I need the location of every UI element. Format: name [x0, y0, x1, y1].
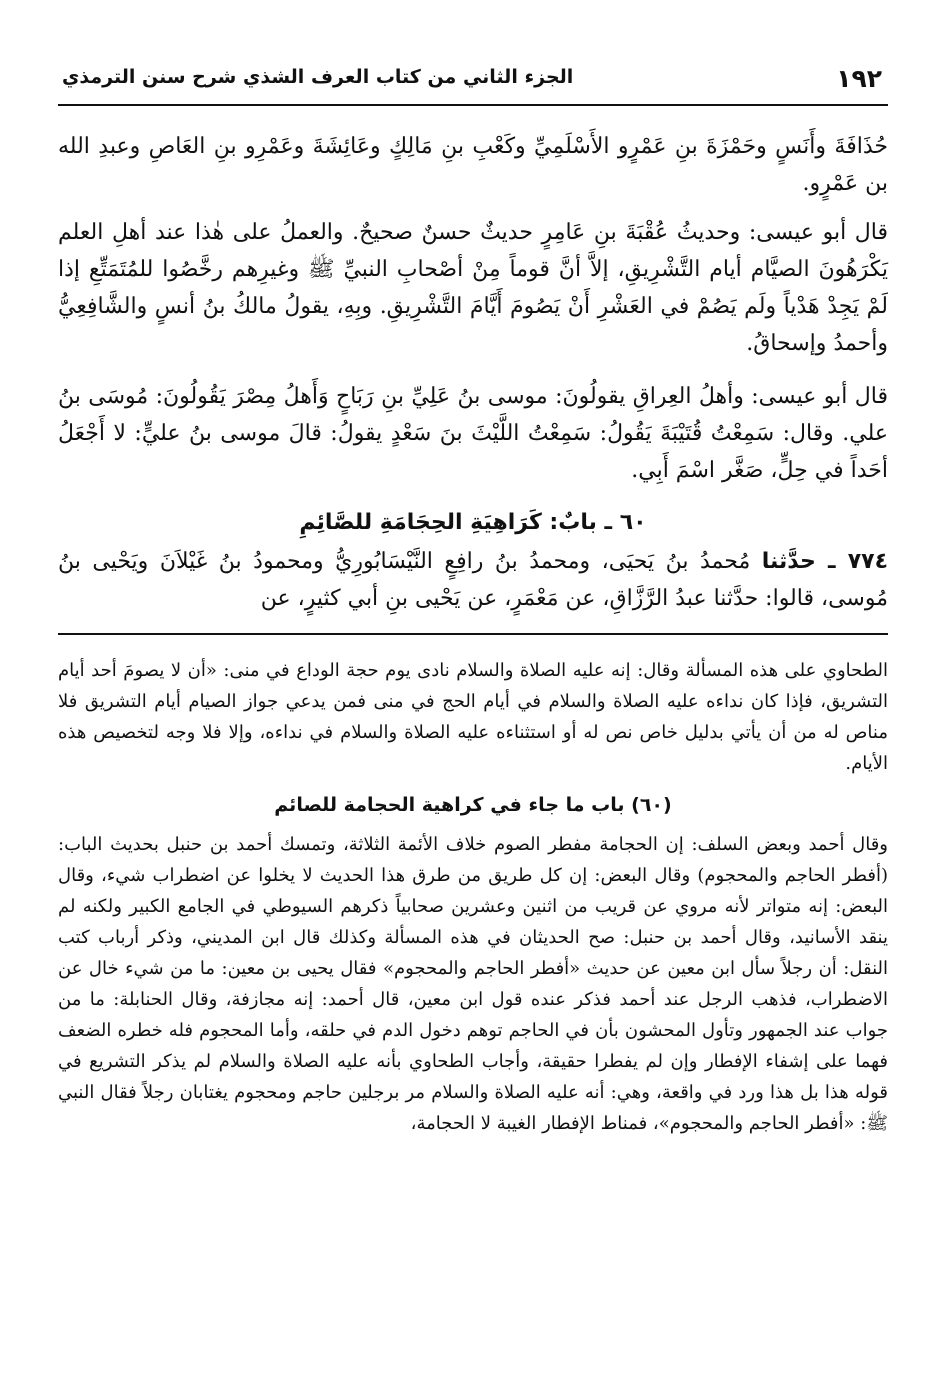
commentary-intro: الطحاوي على هذه المسألة وقال: إنه عليه الصلاة والسلام نادى يوم حجة الوداع في منى: «أن لا يصومَ أحد أيام التشريق، فإذا كان نداءه عليه الصلاة والسلام في أيام الحج في منى فمن يدعي جواز الصيام أيام التشريق فلا مناص له من أن يأتي بدليل خاص نص له أو استثناءه عليه الصلاة والسلام في نداءه، وإلا فلا وجه لتخصيص هذه الأيام. — [58, 660, 888, 774]
page-number: ١٩٢ — [836, 64, 882, 93]
matn-paragraph-3: قال أبو عيسى: وأهلُ العِراقِ يقولُونَ: موسى بنُ عَلِيِّ بنِ رَبَاحٍ وَأَهلُ مِصْرَ يَقُولُونَ: مُوسَى بنُ علي. وقال: سَمِعْتُ قُتَيْبَةَ يَقُولُ: سَمِعْتُ اللَّيْثَ بنَ سَعْدٍ يقولُ: قالَ موسى بنُ عليٍّ: لا أَجْعَلُ أحَداً في حِلٍّ، صَغَّر اسْمَ أَبِي. — [58, 384, 888, 483]
hadith-number: ٧٧٤ ـ حدَّثنا — [761, 549, 889, 574]
hadith-paragraph — [58, 543, 888, 617]
running-title: الجزء الثاني من كتاب العرف الشذي شرح سنن الترمذي — [62, 66, 574, 88]
commentary — [58, 655, 888, 1139]
book-page — [58, 52, 888, 1139]
footnote-divider — [58, 633, 888, 635]
chapter-title: ٦٠ ـ بابٌ: كَرَاهِيَةِ الحِجَامَةِ للصَّائِمِ — [299, 510, 647, 535]
main-text — [58, 128, 888, 617]
page-header — [58, 52, 888, 106]
commentary-body: وقال أحمد وبعض السلف: إن الحجامة مفطر الصوم خلاف الأئمة الثلاثة، وتمسك أحمد بن حنبل بحديث الباب: (أفطر الحاجم والمحجوم) وقال البعض: إن كل طريق من طرق هذا الحديث لا يخلوا عن اضطراب شيء، وقال البعض: إنه متواتر لأنه مروي عن قريب من اثنين وعشرين صحابياً ذكرهم السيوطي في الجامع الكبير ولكنه لم ينقد الأسانيد، وقال أحمد بن حنبل: صح الحديثان في هذه المسألة وكذلك قال ابن المديني، وذكر أرباب كتب النقل: أن رجلاً سأل ابن معين عن حديث «أفطر الحاجم والمحجوم» فقال يحيى بن معين: ما من شيء خال عن الاضطراب، فذهب الرجل عند أحمد فذكر عنده قول ابن معين، قال أحمد: إنه مجازفة، وقال الحنابلة: ما من جواب عند الجمهور وتأول المحشون بأن في الحاجم توهم دخول الدم في حلقه، وأما المحجوم فله خطره الضعف فهما على إشفاء الإفطار وإن لم يفطرا حقيقة، وأجاب الطحاوي بأنه عليه الصلاة والسلام لم يذكر التشريع في قوله هذا بل هذا ورد في واقعة، وهي: أنه عليه الصلاة والسلام مر برجلين حاجم ومحجوم يغتابان رجلاً فقال النبي ﷺ: «أفطر الحاجم والمحجوم»، فمناط الإفطار الغيبة لا الحجامة، — [58, 834, 888, 1134]
matn-paragraph-1: حُذَافَةَ وأَنَسٍ وحَمْزَةَ بنِ عَمْرٍو الأَسْلَمِيِّ وكَعْبِ بنِ مَالِكٍ وعَائِشَةَ وعَمْرِو بنِ العَاصِ وعبدِ الله بن عَمْرٍو. — [58, 134, 888, 196]
matn-paragraph-2: قال أبو عيسى: وحديثُ عُقْبَةَ بنِ عَامِرٍ حديثٌ حسنٌ صحيحٌ. والعملُ على هٰذا عند أهلِ العلم يَكْرَهُونَ الصيَّام أيام التَّشْرِيقِ، إلاَّ أنَّ قوماً مِنْ أصْحابِ النبيِّ ﷺ وغيرِهم رخَّصُوا للمُتَمَتِّعِ إذا لَمْ يَجِدْ هَدْياً ولَم يَصُمْ في العَشْرِ أَنْ يَصُومَ أَيَّامَ التَّشْرِيقِ. وبِهِ، يقولُ مالكُ بنُ أنسٍ والشَّافِعِيُّ وأحمدُ وإسحاقُ. — [58, 220, 888, 356]
commentary-section-title: (٦٠) باب ما جاء في كراهية الحجامة للصائم — [274, 794, 672, 816]
hadith-text: مُحمدُ بنُ يَحيَى، ومحمدُ بنُ رافِعٍ النَّيْسَابُورِيُّ ومحمودُ بنُ غَيْلاَنَ ويَحْيى بنُ مُوسى، قالوا: حدَّثنا عبدُ الرَّزَّاقِ، عن مَعْمَرٍ، عن يَحْيى بنِ أبي كثيرٍ، عن — [58, 549, 888, 611]
